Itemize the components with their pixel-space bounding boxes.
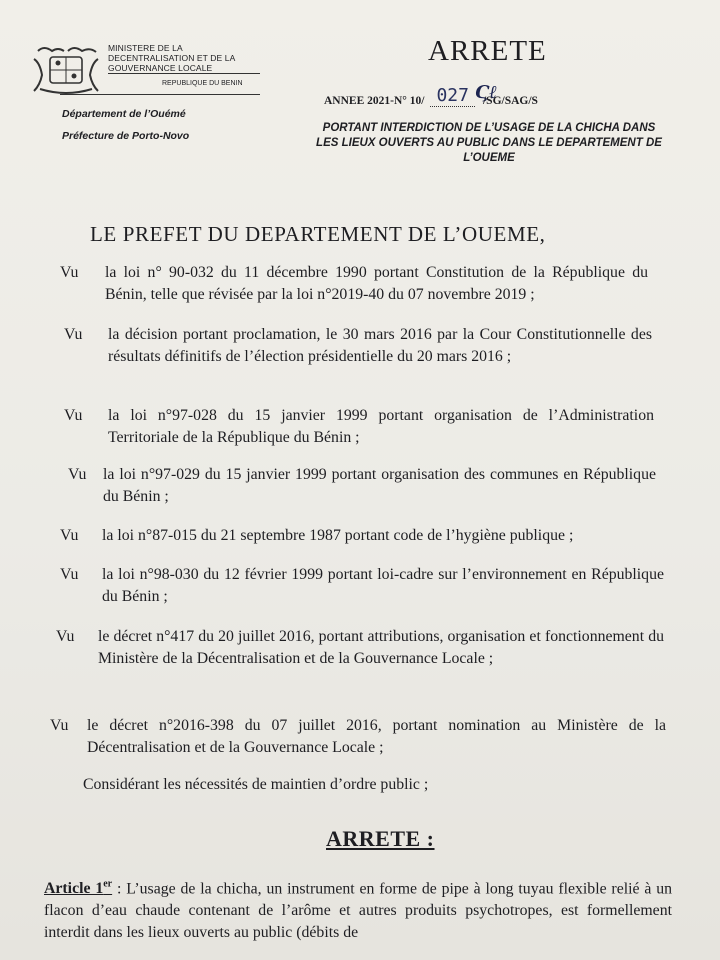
vu-label: Vu: [64, 407, 83, 424]
initials-mark: Ϛℓ: [474, 82, 497, 103]
department-name: Département de l’Ouémé: [62, 108, 186, 120]
reference-prefix: ANNEE 2021-N° 10/: [324, 95, 425, 107]
vu-label: Vu: [60, 566, 79, 583]
prefecture-name: Préfecture de Porto-Novo: [62, 130, 190, 142]
vu-text: le décret n°2016-398 du 07 juillet 2016, portant nomination au Ministère de la Décentralisation et de la Gouvernance Locale ;: [87, 717, 666, 756]
vu-label: Vu: [68, 466, 87, 483]
decree-reference: [324, 82, 552, 110]
article-1-label: [44, 880, 112, 897]
vu-item: [56, 626, 664, 670]
vu-item: [68, 464, 656, 508]
header-rule: [60, 94, 260, 95]
vu-label: Vu: [60, 527, 79, 544]
reference-suffix: /SG/SAG/S: [482, 95, 538, 107]
arrete-heading: ARRETE :: [326, 826, 435, 851]
vu-label: Vu: [60, 264, 79, 281]
article-1: [44, 874, 672, 944]
vu-text: le décret n°417 du 20 juillet 2016, portant attributions, organisation et fonctionnement du Ministère de la Décentralisation et de la Gouvernance Locale ;: [98, 628, 664, 667]
ministry-name: MINISTERE DE LA DECENTRALISATION ET DE LA GOUVERNANCE LOCALE: [108, 43, 235, 73]
republic-name: REPUBLIQUE DU BENIN: [162, 80, 243, 87]
document-title: ARRETE: [428, 35, 547, 67]
vu-label: Vu: [64, 326, 83, 343]
header-rule: [108, 73, 260, 74]
decree-subject: PORTANT INTERDICTION DE L’USAGE DE LA CHICHA DANS LES LIEUX OUVERTS AU PUBLIC DANS LE DEPARTEMENT DE L’OUEME: [316, 122, 662, 164]
vu-item: [64, 324, 652, 368]
vu-text: la loi n°97-029 du 15 janvier 1999 portant organisation des communes en République du Bénin ;: [103, 466, 656, 505]
article-1-label-sup: er: [103, 879, 113, 890]
prefet-heading: LE PREFET DU DEPARTEMENT DE L’OUEME,: [90, 222, 546, 246]
considerant-text: Considérant les nécessités de maintien d’ordre public ;: [83, 776, 429, 793]
vu-label: Vu: [56, 628, 75, 645]
vu-item: [60, 525, 660, 547]
article-1-label-text: Article 1: [44, 880, 104, 898]
vu-text: la loi n°87-015 du 21 septembre 1987 portant code de l’hygiène publique ;: [102, 527, 574, 544]
vu-text: la loi n° 90-032 du 11 décembre 1990 portant Constitution de la République du Bénin, telle que révisée par la loi n°2019-40 du 07 novembre 2019 ;: [105, 264, 648, 303]
vu-label: Vu: [50, 717, 69, 734]
vu-item: [64, 405, 654, 449]
vu-item: [60, 262, 648, 306]
vu-text: la loi n°98-030 du 12 février 1999 portant loi-cadre sur l’environnement en République du Bénin ;: [102, 566, 664, 605]
vu-item: [60, 564, 664, 608]
benin-coat-of-arms-icon: [30, 45, 102, 97]
article-1-text: : L’usage de la chicha, un instrument en forme de pipe à long tuyau flexible relié à un flacon d’eau chaude contenant de l’arôme et autres produits psychotropes, est formellement interdit dans les lieux ouverts au public (débits de: [44, 880, 672, 942]
vu-item: [50, 715, 666, 759]
vu-text: la loi n°97-028 du 15 janvier 1999 portant organisation de l’Administration Territoriale de la République du Bénin ;: [108, 407, 654, 446]
vu-text: la décision portant proclamation, le 30 mars 2016 par la Cour Constitutionnelle des résultats définitifs de l’élection présidentielle du 20 mars 2016 ;: [108, 326, 652, 365]
reference-number: 027: [430, 85, 475, 107]
